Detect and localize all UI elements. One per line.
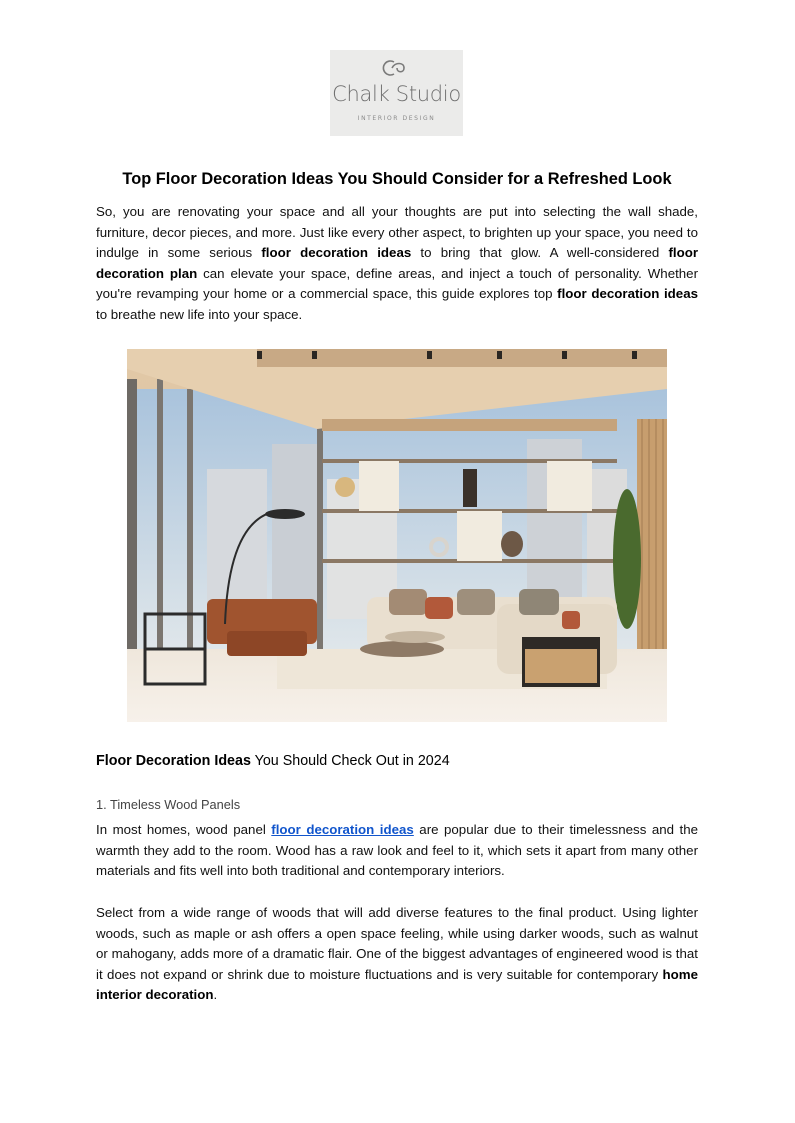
idea-1-title: 1. Timeless Wood Panels xyxy=(96,797,241,812)
intro-bold-1: floor decoration ideas xyxy=(261,245,412,261)
wood-text-1: In most homes, wood panel xyxy=(96,822,272,837)
idea-1-paragraph-2 xyxy=(96,903,698,1006)
logo-tagline: INTERIOR DESIGN xyxy=(357,115,436,122)
intro-text-4: to breathe new life into your space. xyxy=(96,306,303,322)
wood-text-3: Select from a wide range of woods that will add diverse features to the final product. Using lighter woods, such as maple or ash offers a open space feeling, while using darker woods, such as walnut or mahogany, adds more of a dramatic flair. One of the biggest advantages of engineered wood is that it does not expand or shrink due to moisture fluctuations and is very suitable for contemporary xyxy=(96,905,698,982)
logo-mark-icon xyxy=(379,56,413,80)
intro-paragraph xyxy=(96,202,698,326)
intro-text-2: to bring that glow. A well-considered xyxy=(411,245,669,261)
wood-text-2: are popular due to their timelessness and the warmth they add to the room. Wood has a raw look and feel to it, which sets it apart from many other materials and fits well into both traditional and contemporary interiors. xyxy=(96,822,698,879)
intro-text-3: can elevate your space, define areas, and inject a touch of personality. Whether you're revamping your home or a commercial space, this guide explores top xyxy=(96,265,699,302)
intro-bold-2: floor decoration plan xyxy=(96,245,699,281)
section-heading-bold: Floor Decoration Ideas xyxy=(96,753,251,769)
home-interior-decoration-bold: home interior decoration xyxy=(96,966,698,1003)
section-heading-rest: You Should Check Out in 2024 xyxy=(250,753,450,769)
chalk-studio-logo xyxy=(330,50,463,136)
page-title: Top Floor Decoration Ideas You Should Consider for a Refreshed Look xyxy=(122,170,672,188)
intro-bold-3: floor decoration ideas xyxy=(557,286,698,302)
living-room-hero-image xyxy=(127,349,667,722)
wood-text-4: . xyxy=(213,987,218,1003)
intro-text-1: So, you are renovating your space and all your thoughts are put into selecting the wall shade, furniture, decor pieces, and more. Just like every other aspect, to brighten up your space, you need to indulge in some serious xyxy=(96,204,698,261)
idea-1-paragraph-1 xyxy=(96,820,698,882)
logo-brand-name: Chalk Studio xyxy=(332,82,461,106)
floor-decoration-ideas-link[interactable]: floor decoration ideas xyxy=(271,822,414,837)
section-heading xyxy=(96,753,450,769)
